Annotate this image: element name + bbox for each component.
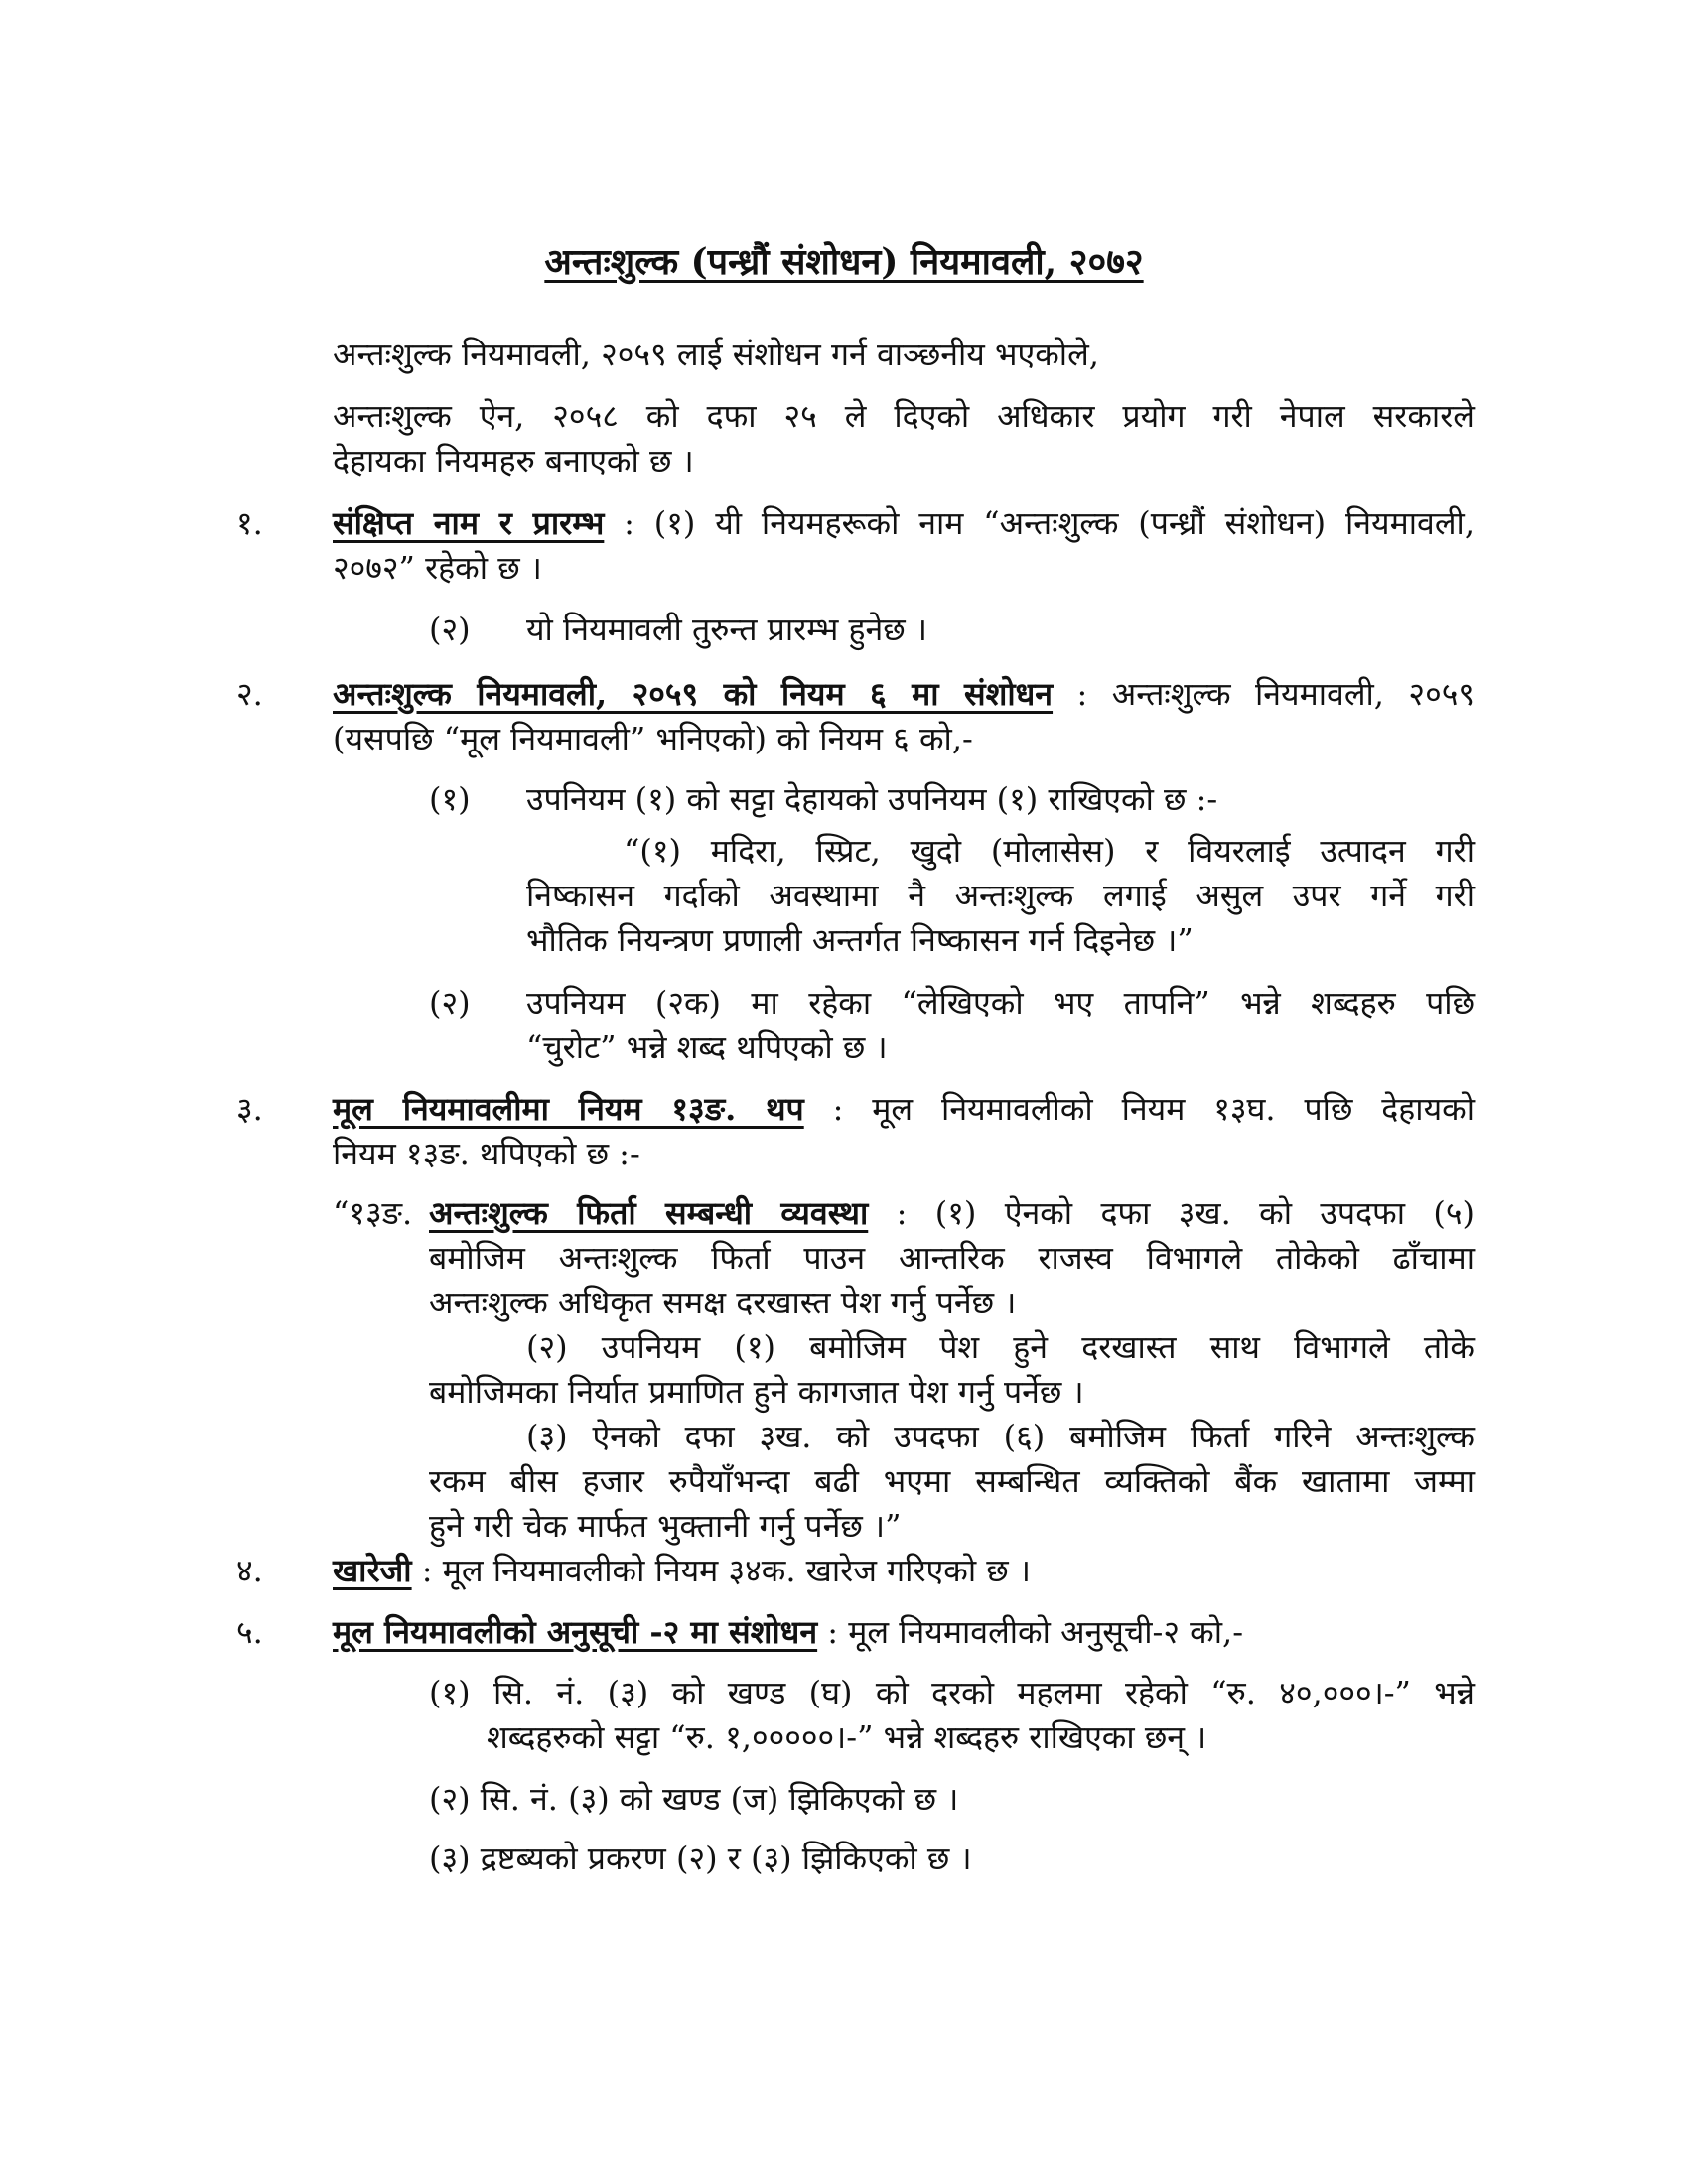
section-5-heading: मूल नियमावलीको अनुसूची -२ मा संशोधन — [333, 1613, 818, 1651]
section-1-sub-2-text: यो नियमावली तुरुन्त प्रारम्भ हुनेछ । — [526, 611, 927, 648]
section-4-heading: खारेजी — [333, 1552, 412, 1589]
rule-13nga-line-3: अन्तःशुल्क अधिकृत समक्ष दरखास्त पेश गर्नु पर्नेछ । — [429, 1284, 1017, 1321]
section-2-heading: अन्तःशुल्क नियमावली, २०५९ को नियम ६ मा संशोधन — [333, 675, 1054, 713]
section-1-number: १. — [236, 504, 263, 542]
section-1-sub-2-number: (२) — [429, 611, 471, 648]
section-4-number: ४. — [236, 1552, 263, 1589]
section-4-line — [333, 1549, 1475, 1592]
section-4-text: : मूल नियमावलीको नियम ३४क. खारेज गरिएको छ । — [411, 1552, 1032, 1589]
section-3-line-2: नियम १३ङ. थपिएको छ :- — [333, 1135, 640, 1172]
rule-13nga-heading: अन्तःशुल्क फिर्ता सम्बन्धी व्यवस्था — [429, 1194, 869, 1232]
section-3-heading: मूल नियमावलीमा नियम १३ङ. थप — [333, 1090, 804, 1128]
section-2-sub-2-line-1: उपनियम (२क) मा रहेका “लेखिएको भए तापनि” भन्ने शब्दहरु पछि — [526, 984, 1475, 1022]
document-title: अन्तःशुल्क (पन्ध्रौं संशोधन) नियमावली, २०७२ — [544, 241, 1144, 283]
section-2-sub-2-line-2: “चुरोट” भन्ने शब्द थपिएको छ । — [526, 1028, 888, 1066]
preamble-line-1: अन्तःशुल्क नियमावली, २०५९ लाई संशोधन गर्न वाञ्छनीय भएकोले, — [333, 336, 1099, 373]
preamble-line-3: देहायका नियमहरु बनाएको छ । — [333, 442, 694, 479]
section-1-line-1 — [333, 501, 1475, 545]
rule-13nga-line-1 — [429, 1191, 1475, 1235]
rule-13nga-line-4: (२) उपनियम (१) बमोजिम पेश हुने दरखास्त साथ विभागले तोके — [526, 1328, 1475, 1366]
rule-13nga-line-8: हुने गरी चेक मार्फत भुक्तानी गर्नु पर्नेछ ।” — [429, 1507, 902, 1545]
section-5-text: : मूल नियमावलीको अनुसूची-२ को,- — [817, 1613, 1244, 1651]
section-2-sub-1-text: उपनियम (१) को सट्टा देहायको उपनियम (१) राखिएको छ :- — [526, 780, 1218, 818]
section-2-quote-line-3: भौतिक नियन्त्रण प्रणाली अन्तर्गत निष्कासन गर्न दिइनेछ ।” — [526, 921, 1194, 959]
section-2-number: २. — [236, 675, 263, 713]
section-5-line — [333, 1610, 1475, 1654]
section-5-item-1-line-1: (१) सि. नं. (३) को खण्ड (घ) को दरको महलमा रहेको “रु. ४०,०००।-” भन्ने — [429, 1674, 1475, 1711]
rule-13nga-line-6: (३) ऐनको दफा ३ख. को उपदफा (६) बमोजिम फिर्ता गरिने अन्तःशुल्क — [526, 1418, 1475, 1455]
rule-13nga-line-5: बमोजिमका निर्यात प्रमाणित हुने कागजात पेश गर्नु पर्नेछ । — [429, 1373, 1084, 1411]
rule-13nga-text: : (१) ऐनको दफा ३ख. को उपदफा (५) — [868, 1194, 1475, 1232]
section-2-quote-line-1: “(१) मदिरा, स्प्रिट, खुदो (मोलासेस) र वियरलाई उत्पादन गरी — [624, 832, 1475, 870]
section-3-number: ३. — [236, 1090, 263, 1128]
section-3-text: : मूल नियमावलीको नियम १३घ. पछि देहायको — [803, 1090, 1475, 1128]
rule-13nga-prefix: “१३ङ. — [333, 1194, 413, 1232]
section-1-heading: संक्षिप्त नाम र प्रारम्भ — [333, 504, 605, 542]
section-1-line-2: २०७२” रहेको छ । — [333, 549, 542, 587]
section-2-sub-2-number: (२) — [429, 984, 471, 1022]
section-2-line-2: (यसपछि “मूल नियमावली” भनिएको) को नियम ६ को,- — [333, 720, 973, 757]
section-2-quote-line-2: निष्कासन गर्दाको अवस्थामा नै अन्तःशुल्क लगाई असुल उपर गर्ने गरी — [526, 877, 1475, 914]
section-2-sub-1-number: (१) — [429, 780, 471, 818]
section-5-number: ५. — [236, 1613, 263, 1651]
section-1-text: : (१) यी नियमहरूको नाम “अन्तःशुल्क (पन्ध्रौं संशोधन) नियमावली, — [604, 504, 1475, 542]
section-5-item-1-line-2: शब्दहरुको सट्टा “रु. १,०००००।-” भन्ने शब्दहरु राखिएका छन् । — [487, 1718, 1207, 1756]
section-5-item-3: (३) द्रष्टब्यको प्रकरण (२) र (३) झिकिएको छ । — [429, 1840, 972, 1877]
section-2-text: : अन्तःशुल्क नियमावली, २०५९ — [1053, 675, 1475, 713]
section-3-line-1 — [333, 1087, 1475, 1131]
preamble-line-2: अन्तःशुल्क ऐन, २०५८ को दफा २५ ले दिएको अधिकार प्रयोग गरी नेपाल सरकारले — [333, 397, 1475, 435]
section-2-line-1 — [333, 672, 1475, 716]
rule-13nga-line-7: रकम बीस हजार रुपैयाँभन्दा बढी भएमा सम्बन्धित व्यक्तिको बैंक खातामा जम्मा — [429, 1462, 1475, 1500]
rule-13nga-line-2: बमोजिम अन्तःशुल्क फिर्ता पाउन आन्तरिक राजस्व विभागले तोकेको ढाँचामा — [429, 1239, 1475, 1277]
section-5-item-2: (२) सि. नं. (३) को खण्ड (ज) झिकिएको छ । — [429, 1780, 959, 1818]
